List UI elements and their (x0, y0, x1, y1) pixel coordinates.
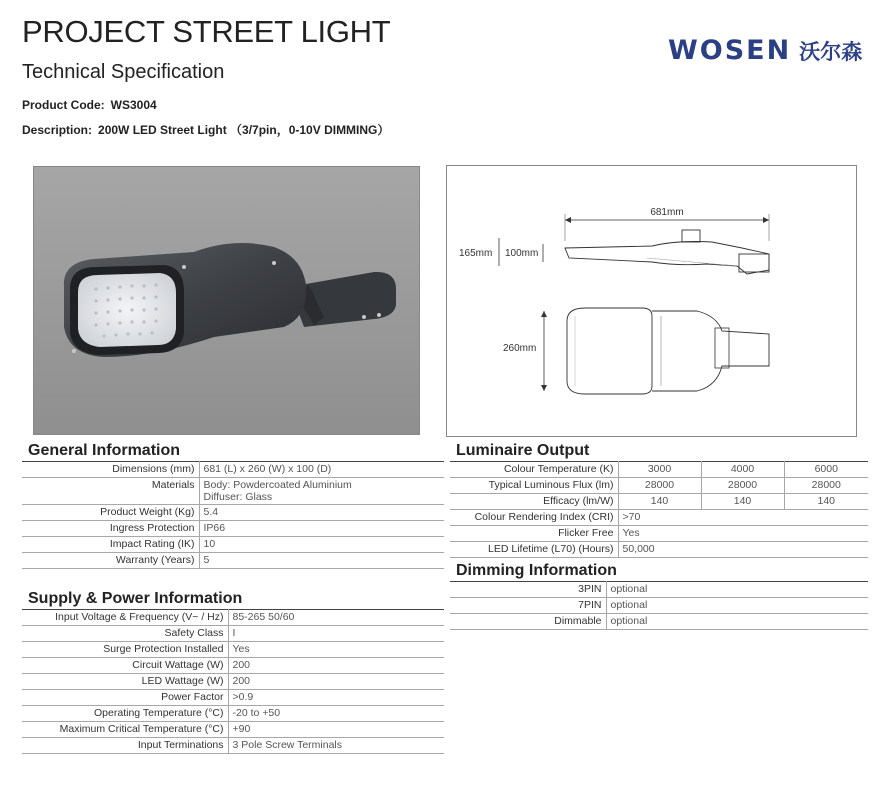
row-label: LED Wattage (W) (22, 674, 228, 690)
page-subtitle: Technical Specification (22, 61, 225, 83)
table-row (22, 706, 444, 722)
product-code-line (22, 98, 157, 112)
cell-value: 28000 (618, 478, 701, 494)
row-label: Colour Rendering Index (CRI) (450, 510, 618, 526)
row-value: 85-265 50/60 (228, 610, 444, 626)
supply-info-title: Supply & Power Information (28, 590, 243, 607)
table-row (22, 674, 444, 690)
luminaire-output-title: Luminaire Output (456, 442, 590, 459)
description-line (22, 121, 389, 138)
table-row (22, 610, 444, 626)
row-label: Ingress Protection (22, 521, 199, 537)
row-value: 3 Pole Screw Terminals (228, 738, 444, 754)
height-body-label: 100mm (505, 248, 539, 259)
materials-diffuser: Diffuser: Glass (203, 491, 273, 503)
row-value: 50,000 (618, 542, 868, 558)
row-label: LED Lifetime (L70) (Hours) (450, 542, 618, 558)
table-row (450, 510, 868, 526)
row-value: Yes (228, 642, 444, 658)
table-row (22, 537, 444, 553)
cell-value: 140 (618, 494, 701, 510)
table-row (450, 478, 868, 494)
row-label: Surge Protection Installed (22, 642, 228, 658)
table-row (22, 553, 444, 569)
cell-value: 6000 (784, 462, 868, 478)
row-value: 5 (199, 553, 444, 569)
table-row (450, 494, 868, 510)
table-row (22, 722, 444, 738)
row-label: Safety Class (22, 626, 228, 642)
length-dimension-label: 681mm (650, 207, 684, 218)
row-value: IP66 (199, 521, 444, 537)
row-label: Typical Luminous Flux (lm) (450, 478, 618, 494)
row-label: Power Factor (22, 690, 228, 706)
table-row (22, 690, 444, 706)
row-label: Operating Temperature (°C) (22, 706, 228, 722)
row-value: optional (606, 582, 868, 598)
luminaire-output-table (450, 461, 868, 558)
row-label: Warranty (Years) (22, 553, 199, 569)
row-label: Input Voltage & Frequency (V~ / Hz) (22, 610, 228, 626)
cell-value: 3000 (618, 462, 701, 478)
supply-info-table (22, 609, 444, 754)
row-label: Impact Rating (IK) (22, 537, 199, 553)
row-value: +90 (228, 722, 444, 738)
row-value: 5.4 (199, 505, 444, 521)
materials-body: Body: Powdercoated Aluminium (203, 479, 352, 491)
table-row (450, 462, 868, 478)
description-label: Description: (22, 123, 93, 137)
table-row (22, 462, 444, 478)
general-info-title: General Information (28, 442, 181, 459)
row-value: 200 (228, 674, 444, 690)
row-value: 681 (L) x 260 (W) x 100 (D) (199, 462, 444, 478)
dimension-drawing (447, 166, 857, 437)
table-row (22, 478, 444, 505)
row-label: Product Weight (Kg) (22, 505, 199, 521)
row-value: optional (606, 614, 868, 630)
general-info-table (22, 461, 444, 569)
logo-text: WOSEN (668, 35, 792, 66)
page-title: PROJECT STREET LIGHT (22, 14, 391, 49)
brand-logo (668, 35, 862, 66)
dimming-info-title: Dimming Information (456, 562, 617, 579)
cell-value: 4000 (701, 462, 784, 478)
table-row (22, 738, 444, 754)
cell-value: 140 (701, 494, 784, 510)
cell-value: 140 (784, 494, 868, 510)
row-label: Circuit Wattage (W) (22, 658, 228, 674)
dimming-info-table (450, 581, 868, 630)
row-label: Input Terminations (22, 738, 228, 754)
row-label: 3PIN (450, 582, 606, 598)
table-row (22, 658, 444, 674)
table-row (22, 505, 444, 521)
width-dimension-label: 260mm (503, 343, 537, 354)
row-value: >0.9 (228, 690, 444, 706)
table-row (22, 626, 444, 642)
row-label: Maximum Critical Temperature (°C) (22, 722, 228, 738)
row-label: Dimensions (mm) (22, 462, 199, 478)
row-label: Materials (22, 478, 199, 505)
row-label: Flicker Free (450, 526, 618, 542)
table-row (450, 526, 868, 542)
technical-drawing (446, 165, 857, 437)
table-row (22, 642, 444, 658)
row-label: Colour Temperature (K) (450, 462, 618, 478)
row-label: Dimmable (450, 614, 606, 630)
row-value: Yes (618, 526, 868, 542)
product-photo (33, 166, 420, 435)
table-row (450, 598, 868, 614)
row-value: 200 (228, 658, 444, 674)
table-row (450, 542, 868, 558)
row-label: 7PIN (450, 598, 606, 614)
description-value: 200W LED Street Light （3/7pin，0-10V DIMMING） (98, 123, 390, 137)
table-row (450, 614, 868, 630)
product-code-value: WS3004 (110, 98, 157, 112)
street-light-illustration (34, 167, 420, 435)
table-row (22, 521, 444, 537)
row-value: 10 (199, 537, 444, 553)
product-code-label: Product Code: (22, 98, 105, 112)
row-value (199, 478, 444, 505)
row-value: >70 (618, 510, 868, 526)
cell-value: 28000 (701, 478, 784, 494)
height-total-label: 165mm (459, 248, 493, 259)
logo-cn-text: 沃尔森 (799, 39, 863, 64)
row-label: Efficacy (lm/W) (450, 494, 618, 510)
row-value: I (228, 626, 444, 642)
cell-value: 28000 (784, 478, 868, 494)
row-value: optional (606, 598, 868, 614)
row-value: -20 to +50 (228, 706, 444, 722)
table-row (450, 582, 868, 598)
